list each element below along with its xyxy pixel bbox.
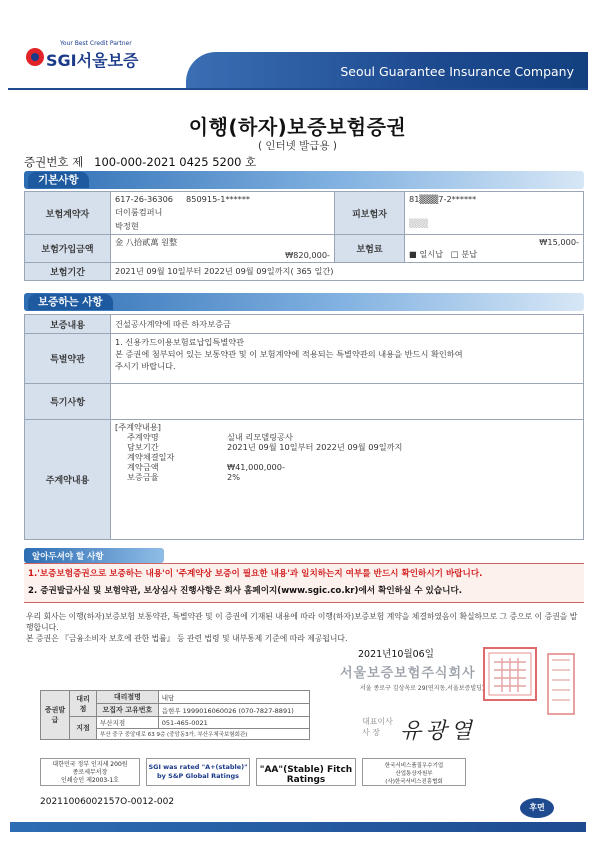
ceo-signature: 유광열 xyxy=(400,719,476,744)
branch-label: 지점 xyxy=(70,717,97,740)
main-contract-cell xyxy=(111,420,584,540)
agency-code-header: 모집자 고유번호 xyxy=(97,704,159,717)
period-label: 보험기간 xyxy=(25,263,111,281)
footer-para1: 우리 회사는 이행(하자)보증보험 보통약관, 특별약관 및 이 증권에 기재된 내용에 따라 이행(하자)보증보험 계약을 체결하였음이 확실하므로 그 증으로 이 증권을 발행합니다. xyxy=(26,612,578,632)
document-id: 20211006002157O-0012-002 xyxy=(40,797,175,807)
issue-label: 증권발급 xyxy=(41,691,70,740)
main-row-3: 계약금액 ₩41,000,000- xyxy=(127,462,285,472)
notice-box xyxy=(24,563,584,603)
ceo-title-1: 대표이사 xyxy=(362,717,393,726)
ceo-title-2: 사 장 xyxy=(362,728,380,737)
content-value: 건설공사계약에 따른 하자보증금 xyxy=(111,315,584,334)
certificate-number xyxy=(24,154,256,170)
coverage-table xyxy=(24,314,584,540)
special-line1: 1. 신용카드이용보험료납입특별약관 xyxy=(115,337,245,347)
special-line3: 주시기 바랍니다. xyxy=(115,361,176,371)
policyholder-id1: 617-26-36306 xyxy=(115,194,174,204)
policyholder-cell xyxy=(111,192,335,235)
main-row-4: 보증금율 2% xyxy=(127,472,240,482)
agent-table xyxy=(40,690,310,740)
cert-label: 증권번호 제 xyxy=(24,155,84,169)
notice-line1: 1.'보증보험증권으로 보증하는 내용'이 '주계약상 보증이 필요한 내용'과 일치하는지 여부를 반드시 확인하시기 바랍니다. xyxy=(28,569,483,579)
special-label: 특별약관 xyxy=(25,334,111,384)
branch-address: 부산 중구 중앙대로 63 9층 (중앙동3가, 부산우체국보험회관) xyxy=(97,729,310,740)
fitch-rating-badge: "AA"(Stable) Fitch Ratings xyxy=(256,758,356,786)
agency-name-header: 대리점명 xyxy=(97,691,159,704)
company-address: 서울 종로구 김상옥로 29(연지동,서울보증빌딩) xyxy=(360,685,485,692)
notice-header xyxy=(24,548,164,563)
issue-date: 2021년10월06일 xyxy=(358,649,434,660)
stamp-tax-approval: 대한민국 정부 인지세 200원 종로세무서장 인쇄승인 제2003-1호 xyxy=(40,758,140,786)
branch-phone: 051-465-0021 xyxy=(158,717,309,729)
premium-cell xyxy=(405,235,584,263)
policyholder-company: 더이룸컴퍼니 xyxy=(115,207,163,217)
basic-table xyxy=(24,191,584,281)
ceo-title xyxy=(362,716,393,738)
company-seal-icon xyxy=(476,644,580,730)
policyholder-name: 박정현 xyxy=(115,221,139,231)
notice-title: 알아두셔야 할 사항 xyxy=(32,552,104,562)
insured-cell xyxy=(405,192,584,235)
header-divider xyxy=(8,88,588,90)
tagline: Your Best Credit Partner xyxy=(60,40,132,47)
ks-quality-badge: 한국서비스품질우수기업 산업통상자원부 (사)한국서비스진흥협회 xyxy=(362,758,466,786)
back-side-button[interactable]: 후면 xyxy=(520,798,554,818)
insured-label: 피보험자 xyxy=(335,192,405,235)
branch-name: 부산지점 xyxy=(97,717,159,729)
sgi-logo-icon xyxy=(26,48,44,66)
premium-value: ₩15,000- xyxy=(539,237,579,247)
insured-id: 81▒▒▒7-2****** xyxy=(409,194,477,204)
logo-text: SGI서울보증 xyxy=(46,51,139,70)
amount-korean: 金 八拾貳萬 원整 xyxy=(115,237,178,247)
banner-text: Seoul Guarantee Insurance Company xyxy=(340,64,574,79)
checkbox-lump-icon: ■ xyxy=(409,249,417,259)
main-row-2: 계약체결일자 xyxy=(127,452,175,462)
cert-value: 100-000-2021 0425 5200 호 xyxy=(94,155,257,169)
header-banner xyxy=(186,52,588,88)
coverage-section-title: 보증하는 사항 xyxy=(28,294,113,310)
main-contract-label: 주계약내용 xyxy=(25,420,111,540)
main-row-1: 담보기간 2021년 09월 10일부터 2022년 09월 09일까지 xyxy=(127,442,403,452)
extra-value xyxy=(111,384,584,420)
main-row-0: 주계약명 실내 리모델링공사 xyxy=(127,432,293,442)
coverage-section-header xyxy=(24,293,584,311)
agency-code: 음현우 1999016060026 (070-7827-8891) xyxy=(158,704,309,717)
checkbox-installment-icon: □ xyxy=(450,249,459,259)
content-label: 보증내용 xyxy=(25,315,111,334)
document-subtitle: ( 인터넷 발급용 ) xyxy=(257,140,338,152)
period-value: 2021년 09월 10일부터 2022년 09월 09일까지( 365 일간) xyxy=(111,263,584,281)
bottom-bar xyxy=(10,822,586,832)
policyholder-id2: 850915-1****** xyxy=(186,194,251,204)
company-name: 서울보증보험주식회사 xyxy=(340,666,476,681)
amount-value: ₩820,000- xyxy=(285,250,330,260)
insured-name: ▒▒▒ xyxy=(409,218,428,228)
footer-para2: 본 증권은 『금융소비자 보호에 관한 법률』 등 관련 법령 및 내부통제 기준에 따라 제공됩니다. xyxy=(26,634,348,643)
agency-label: 대리점 xyxy=(70,691,97,717)
amount-label: 보험가입금액 xyxy=(25,235,111,263)
extra-label: 특기사항 xyxy=(25,384,111,420)
pay-option-installment: 분납 xyxy=(461,249,478,259)
basic-section-header xyxy=(24,171,584,189)
special-line2: 본 증권에 첨부되어 있는 보통약관 및 이 보험계약에 적용되는 특별약관의 내용을 반드시 확인하여 xyxy=(115,349,463,359)
amount-cell xyxy=(111,235,335,263)
agency-content-header: 내담 xyxy=(158,691,309,704)
premium-label: 보험료 xyxy=(335,235,405,263)
pay-option-lump: 일시납 xyxy=(419,249,444,259)
sgi-logo xyxy=(26,40,166,70)
notice-line2: 2. 증권발급사실 및 보험약관, 보상심사 진행사항은 회사 홈페이지(www.sgic.co.kr)에서 확인하실 수 있습니다. xyxy=(28,586,463,596)
document-title: 이행(하자)보증보험증권 xyxy=(188,115,407,139)
main-contract-header: [주계약내용] xyxy=(115,422,161,432)
sp-rating-badge: SGI was rated "A+(stable)" by S&P Global Ratings xyxy=(146,758,250,786)
basic-section-title: 기본사항 xyxy=(28,172,89,188)
policyholder-label: 보험계약자 xyxy=(25,192,111,235)
special-cell xyxy=(111,334,584,384)
